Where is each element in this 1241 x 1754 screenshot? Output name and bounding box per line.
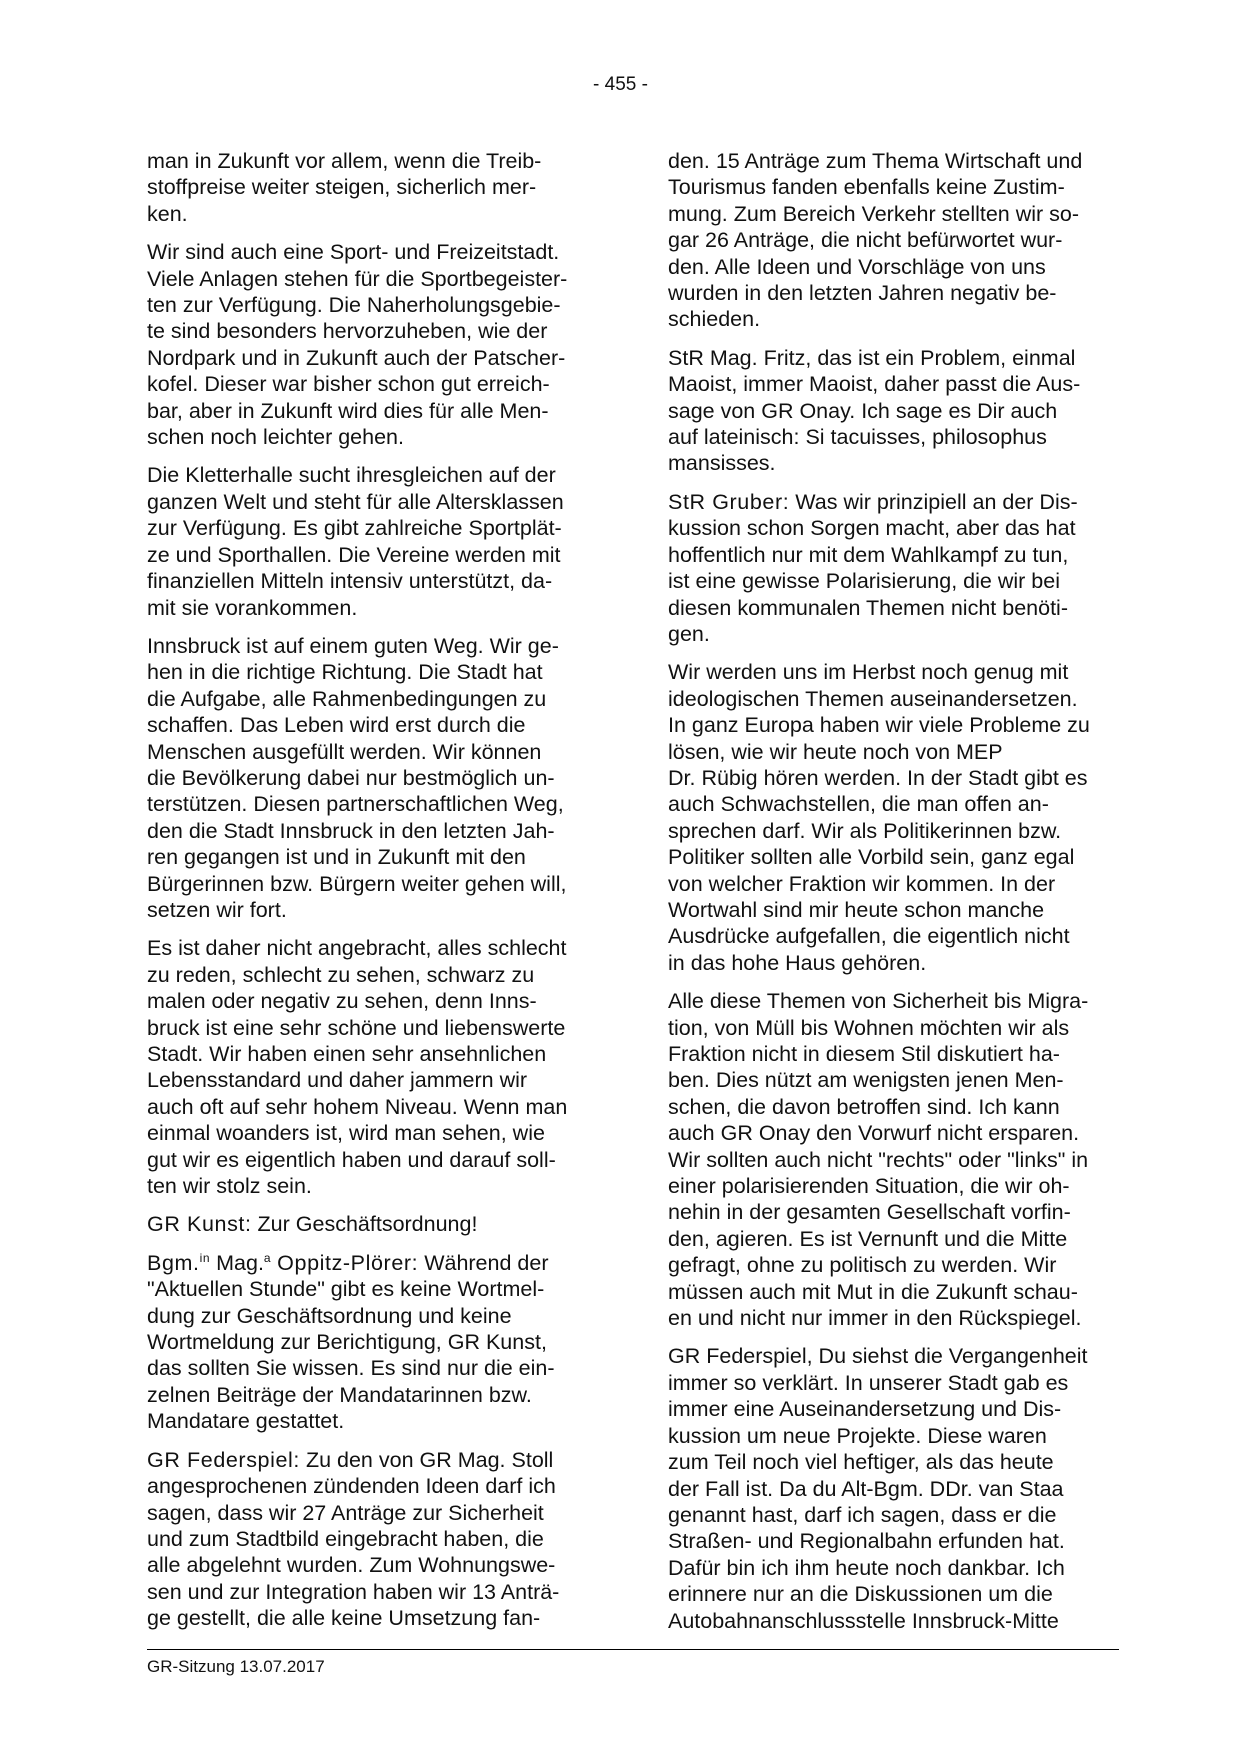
speaker-name: GR Federspiel: — [147, 1447, 300, 1472]
paragraph — [147, 148, 599, 227]
speaker-name: Oppitz-Plörer: — [270, 1250, 419, 1275]
left-column — [147, 148, 599, 1644]
paragraph — [147, 462, 599, 620]
page-number: - 455 - — [593, 74, 648, 95]
paragraph-text: Die Kletterhalle sucht ihresgleichen auf der ganzen Welt und steht für alle Altersklassen zur Verfügung. Es gibt zahlreiche Sportplät- ze und Sporthallen. Die Vereine werden mit finanziellen Mitteln intensiv unterstützt, da- mit sie vorankommen. — [147, 463, 564, 620]
paragraph-text: Es ist daher nicht angebracht, alles schlecht zu reden, schlecht zu sehen, schwarz zu malen oder negativ zu sehen, denn Inns- bruck ist eine sehr schöne und liebenswerte Stadt. Wir haben einen sehr ansehnlichen Lebensstandard und daher jammern wir auch oft auf sehr hohem Niveau. Wenn man einmal woanders ist, wird man sehen, wie gut wir es eigentlich haben und darauf soll- ten wir stolz sein. — [147, 936, 568, 1199]
paragraph — [147, 935, 599, 1199]
paragraph — [668, 988, 1120, 1331]
paragraph-text: GR Federspiel, Du siehst die Vergangenheit immer so verklärt. In unserer Stadt gab es immer eine Auseinandersetzung und Dis- kussion um neue Projekte. Diese waren zum Teil noch viel heftiger, als das heute der Fall ist. Da du Alt-Bgm. DDr. van Staa genannt hast, darf ich sagen, dass er die Straßen- und Regionalbahn erfunden hat. Dafür bin ich ihm heute noch dankbar. Ich erinnere nur an die Diskussionen um die Autobahnanschlussstelle Innsbruck-Mitte — [668, 1344, 1088, 1633]
speaker-title: Mag. — [210, 1250, 264, 1275]
speaker-name: StR Gruber: — [668, 489, 790, 514]
paragraph — [668, 1343, 1120, 1633]
superscript: a — [263, 1250, 271, 1265]
footer-divider — [147, 1649, 1119, 1650]
footer-session-date: GR-Sitzung 13.07.2017 — [147, 1657, 325, 1676]
paragraph — [147, 1211, 599, 1237]
speaker-title: Bgm. — [147, 1250, 200, 1275]
paragraph-text: Zur Geschäftsordnung! — [251, 1212, 478, 1237]
paragraph — [147, 633, 599, 923]
paragraph-text: den. 15 Anträge zum Thema Wirtschaft und Tourismus fanden ebenfalls keine Zustim- mung. Zum Bereich Verkehr stellten wir so- gar 26 Anträge, die nicht befürwortet wur- den. Alle Ideen und Vorschläge von uns wurden in den letzten Jahren negativ be- schieden. — [668, 149, 1083, 332]
paragraph — [668, 659, 1120, 976]
speaker-name: GR Kunst: — [147, 1212, 252, 1237]
paragraph — [147, 1447, 599, 1632]
paragraph-text: StR Mag. Fritz, das ist ein Problem, einmal Maoist, immer Maoist, daher passt die Aus- sage von GR Onay. Ich sage es Dir auch auf lateinisch: Si tacuisses, philosophus mansisses. — [668, 345, 1081, 476]
right-column — [668, 148, 1120, 1646]
paragraph — [668, 489, 1120, 647]
paragraph-text: Zu den von GR Mag. Stoll angesprochenen zündenden Ideen darf ich sagen, dass wir 27 Anträge zur Sicherheit und zum Stadtbild eingebracht haben, die alle abgelehnt wurden. Zum Wohnungswe- sen und zur Integration haben wir 13 Anträ- ge gestellt, die alle keine Umsetzung fan- — [147, 1447, 560, 1631]
paragraph-text: Wir werden uns im Herbst noch genug mit ideologischen Themen auseinandersetzen. In ganz Europa haben wir viele Probleme zu lösen, wie wir heute noch von MEP Dr. Rübig hören werden. In der Stadt gibt es auch Schwachstellen, die man offen an- sprechen darf. Wir als Politikerinnen bzw. Politiker sollten alle Vorbild sein, ganz egal von welcher Fraktion wir kommen. In der Wortwahl sind mir heute schon manche Ausdrücke aufgefallen, die eigentlich nicht in das hohe Haus gehören. — [668, 660, 1090, 975]
paragraph-text: Was wir prinzipiell an der Dis- kussion schon Sorgen macht, aber das hat hoffentlich nur mit dem Wahlkampf zu tun, ist eine gewisse Polarisierung, die wir bei diesen kommunalen Themen nicht benöti- gen. — [668, 489, 1078, 646]
paragraph-text: Innsbruck ist auf einem guten Weg. Wir ge- hen in die richtige Richtung. Die Stadt hat die Aufgabe, alle Rahmenbedingungen zu schaffen. Das Leben wird erst durch die Menschen ausgefüllt werden. Wir können die Bevölkerung dabei nur bestmöglich un- terstützen. Diesen partnerschaftlichen Weg, den die Stadt Innsbruck in den letzten Jah- ren gegangen ist und in Zukunft mit den Bürgerinnen bzw. Bürgern weiter gehen will, setzen wir fort. — [147, 633, 567, 922]
paragraph-text: Während der "Aktuellen Stunde" gibt es keine Wortmel- dung zur Geschäftsordnung und keine Wortmeldung zur Berichtigung, GR Kunst, das sollten Sie wissen. Es sind nur die ein- zelnen Beiträge der Mandatarinnen bzw. Mandatare gestattet. — [147, 1250, 555, 1434]
paragraph — [668, 345, 1120, 477]
superscript: in — [199, 1250, 211, 1265]
paragraph — [147, 1250, 599, 1435]
paragraph-text: man in Zukunft vor allem, wenn die Treib- stoffpreise weiter steigen, sicherlich mer- ken. — [147, 149, 542, 226]
speaker-name — [147, 1251, 210, 1275]
paragraph-text: Wir sind auch eine Sport- und Freizeitstadt. Viele Anlagen stehen für die Sportbegeister- ten zur Verfügung. Die Naherholungsgebie- te sind besonders hervorzuheben, wie der Nordpark und in Zukunft auch der Patscher- kofel. Dieser war bisher schon gut erreich- bar, aber in Zukunft wird dies für alle Men- schen noch leichter gehen. — [147, 240, 568, 450]
paragraph — [668, 148, 1120, 333]
paragraph — [147, 239, 599, 450]
paragraph-text: Alle diese Themen von Sicherheit bis Migra- tion, von Müll bis Wohnen möchten wir als Fraktion nicht in diesem Stil diskutiert ha- ben. Dies nützt am wenigsten jenen Men- schen, die davon betroffen sind. Ich kann auch GR Onay den Vorwurf nicht ersparen. Wir sollten auch nicht "rechts" oder "links" in einer polarisierenden Situation, die wir oh- nehin in der gesamten Gesellschaft vorfin- den, agieren. Es ist Vernunft und die Mitte gefragt, ohne zu politisch zu werden. Wir müssen auch mit Mut in die Zukunft schau- en und nicht nur immer in den Rückspiegel. — [668, 989, 1089, 1331]
